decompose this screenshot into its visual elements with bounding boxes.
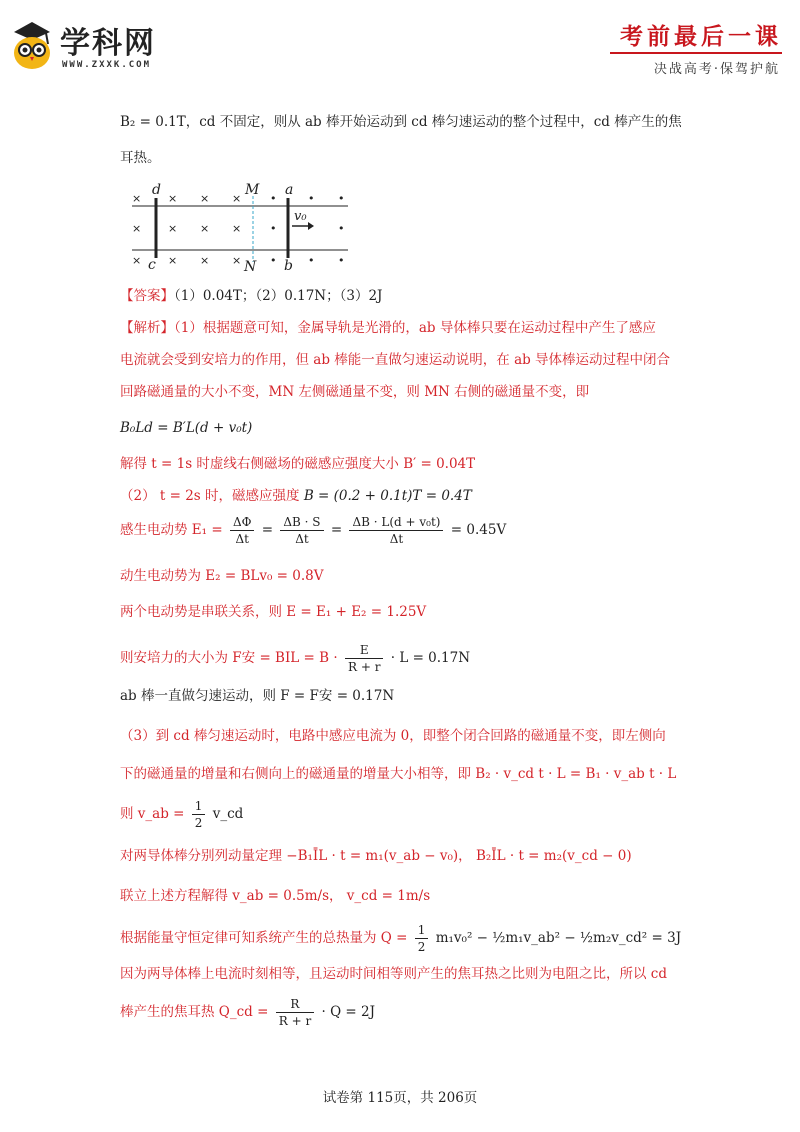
ampere-force-line: 则安培力的大小为 F安 = BIL = B · $\frac{E}{R + r}$ · L = 0.17N — [120, 643, 471, 674]
analysis-line-4: 解得 t = 1s 时虚线右侧磁场的磁感应强度大小 B′ = 0.04T — [120, 456, 476, 472]
slogan-subtitle: 决战高考·保驾护航 — [653, 62, 780, 77]
svg-text:•: • — [338, 254, 345, 267]
svg-text:•: • — [270, 222, 277, 235]
svg-text:•: • — [308, 254, 315, 267]
label-v0: v₀ — [294, 209, 307, 224]
svg-text:×: × — [200, 192, 210, 205]
analysis-line-17: 因为两导体棒上电流时刻相等，且运动时间相等则产生的焦耳热之比则为电阻之比，所以 cd — [120, 966, 667, 982]
analysis-line-2: 电流就会受到安培力的作用，但 ab 棒能一直做匀速运动说明，在 ab 导体棒运动过程中闭合 — [120, 352, 671, 368]
svg-text:×: × — [168, 222, 178, 235]
label-d: d — [152, 182, 161, 198]
energy-conservation-line: 根据能量守恒定律可知系统产生的总热量为 Q = $\frac{1}{2}$ m₁v₀² − ½m₁v_ab² − ½m₂v_cd² = 3J — [120, 923, 682, 954]
svg-text:•: • — [270, 192, 277, 205]
slogan-divider — [610, 52, 782, 54]
joule-heat-line: 棒产生的焦耳热 Q_cd = $\frac{R}{R + r}$ · Q = 2J — [120, 997, 376, 1028]
svg-text:×: × — [232, 222, 242, 235]
label-m: M — [245, 182, 260, 198]
uniform-motion-line: ab 棒一直做匀速运动，则 F = F安 = 0.17N — [120, 688, 395, 704]
slogan-title: 考前最后一课 — [620, 23, 782, 50]
svg-text:×: × — [168, 254, 178, 267]
analysis-line-12: 下的磁通量的增量和右侧向上的磁通量的增量大小相等，即 B₂ · v_cd t · L = B₁ · v_ab t · L — [120, 766, 677, 782]
analysis-line-5: （2） t = 2s 时，磁感应强度 B = (0.2 + 0.1t)T = 0.4T — [120, 488, 472, 504]
analysis-line-3: 回路磁通量的大小不变，MN 左侧磁通量不变，则 MN 右侧的磁通量不变，即 — [120, 384, 590, 400]
rails-magnetic-field-figure — [128, 182, 368, 272]
logo-url: WWW.ZXXK.COM — [62, 60, 152, 70]
page-footer: 试卷第 115页，共 206页 — [322, 1090, 478, 1106]
answer-line — [120, 286, 382, 306]
intro-line-1: B₂ = 0.1T，cd 不固定，则从 ab 棒开始运动到 cd 棒匀速运动的整个过程中，cd 棒产生的焦 — [120, 114, 682, 130]
label-b: b — [284, 258, 293, 272]
svg-text:×: × — [200, 254, 210, 267]
svg-text:•: • — [308, 192, 315, 205]
solution-line: 联立上述方程解得 v_ab = 0.5m/s， v_cd = 1m/s — [120, 888, 431, 904]
svg-text:×: × — [168, 192, 178, 205]
svg-text:×: × — [232, 254, 242, 267]
svg-text:•: • — [270, 254, 277, 267]
analysis-line-1: 【解析】（1）根据题意可知，金属导轨是光滑的，ab 导体棒只要在运动过程中产生了感应 — [120, 320, 656, 336]
owl-mascot-icon — [10, 20, 54, 70]
dot-marks — [270, 192, 345, 267]
svg-text:×: × — [132, 192, 142, 205]
label-a: a — [285, 182, 294, 198]
svg-text:×: × — [232, 192, 242, 205]
svg-text:•: • — [338, 192, 345, 205]
svg-text:•: • — [338, 222, 345, 235]
momentum-theorem-line: 对两导体棒分别列动量定理 −B₁ĪL · t = m₁(v_ab − v₀)， B₂ĪL · t = m₂(v_cd − 0) — [120, 848, 632, 864]
label-n: N — [244, 259, 257, 272]
cross-marks — [132, 192, 241, 267]
svg-text:×: × — [132, 222, 142, 235]
answer-text: （1）0.04T；（2）0.17N；（3）2J — [174, 288, 383, 304]
analysis-label: 【解析】 — [120, 320, 174, 336]
svg-text:×: × — [132, 254, 142, 267]
svg-text:×: × — [200, 222, 210, 235]
equation-flux: B₀Ld = B′L(d + v₀t) — [120, 420, 253, 436]
site-logo[interactable] — [10, 14, 200, 80]
analysis-line-11: （3）到 cd 棒匀速运动时，电路中感应电流为 0，即整个闭合回路的磁通量不变，即左侧向 — [120, 728, 666, 744]
velocity-ratio-line: 则 v_ab = $\frac{1}{2}$ v_cd — [120, 799, 244, 830]
label-c: c — [148, 257, 156, 272]
page-header — [0, 0, 800, 90]
series-emf-line: 两个电动势是串联关系，则 E = E₁ + E₂ = 1.25V — [120, 604, 427, 620]
answer-label: 【答案】 — [120, 288, 174, 304]
intro-line-2: 耳热。 — [120, 150, 161, 166]
induced-emf-line: 感生电动势 E₁ = $\frac{\Delta\Phi}{\Delta t}$ = $\frac{\Delta B \cdot S}{\Delta t}$ = $\frac{\text{ΔB · L(d + v₀t)}}{\Delta t}$ = 0.45V — [120, 515, 507, 546]
motional-emf-line: 动生电动势为 E₂ = BLv₀ = 0.8V — [120, 568, 324, 584]
logo-text: 学科网 — [60, 26, 156, 61]
